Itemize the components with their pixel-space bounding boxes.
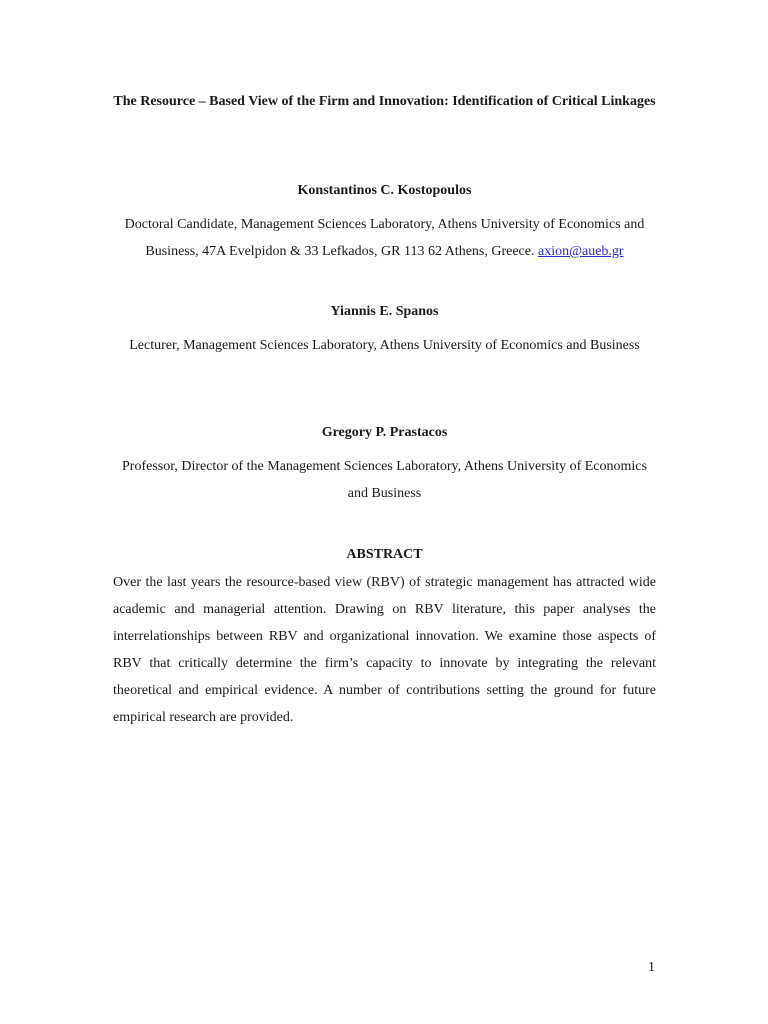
abstract-heading: ABSTRACT [346,547,423,562]
author-affiliation-2: Lecturer, Management Sciences Laboratory, Athens University of Economics and Business [129,338,640,353]
affiliation-text-1: Doctoral Candidate, Management Sciences Laboratory, Athens University of Economics and Business, 47A Evelpidon & 33 Lefkados, GR 113 62 Athens, Greece. [124,217,645,259]
author-affiliation-1 [113,211,656,265]
author-name-2: Yiannis E. Spanos [330,304,439,319]
author-affiliation-3: Professor, Director of the Management Sciences Laboratory, Athens University of Economics and Business [122,459,647,501]
author-name-1: Konstantinos C. Kostopoulos [297,183,472,198]
abstract-body: Over the last years the resource-based view (RBV) of strategic management has attracted wide academic and managerial attention. Drawing on RBV literature, this paper analyses the interrelationships between RBV and organizational innovation. We examine those aspects of RBV that critically determine the firm’s capacity to innovate by integrating the relevant theoretical and empirical evidence. A number of contributions setting the ground for future empirical research are provided. [113,575,656,725]
author-name-3: Gregory P. Prastacos [321,425,448,440]
author-email-link[interactable]: axion@aueb.gr [538,244,624,259]
page-number: 1 [648,960,655,975]
paper-title: The Resource – Based View of the Firm and Innovation: Identification of Critical Linkages [113,94,656,109]
